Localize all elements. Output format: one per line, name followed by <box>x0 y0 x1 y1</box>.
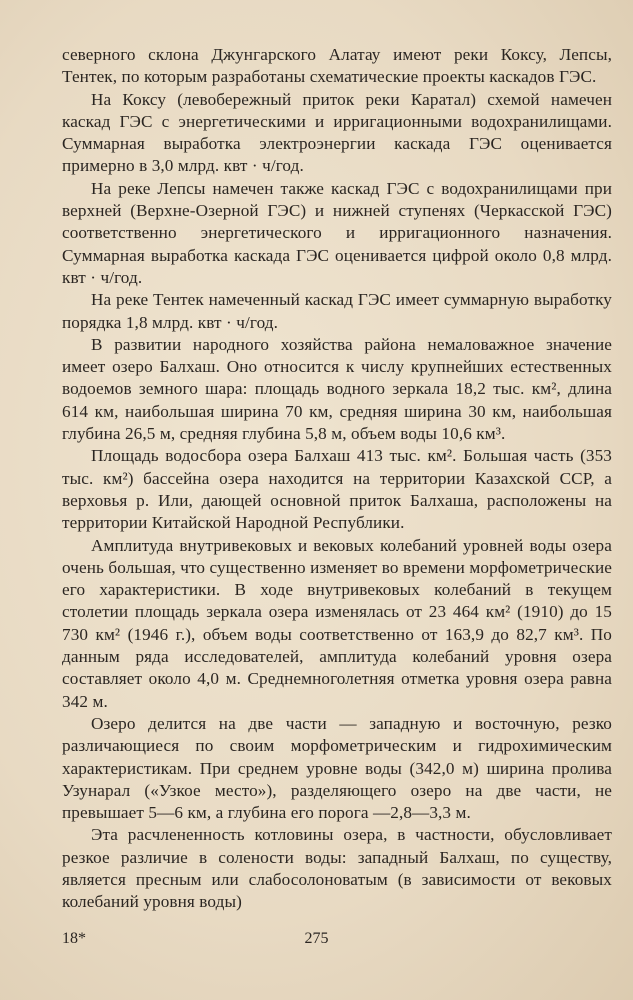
paragraph-3: На реке Лепсы намечен также каскад ГЭС с водохранилищами при верхней (Верхне-Озерной ГЭС) и нижней ступенях (Черкасской ГЭС) соответственно энергетического и ирригационного назначения. Суммарная выработка каскада ГЭС оценивается цифрой около 0,8 млрд. квт · ч/год. <box>62 178 612 287</box>
paragraph-4: На реке Тентек намеченный каскад ГЭС имеет суммарную выработку порядка 1,8 млрд. квт · ч/год. <box>62 290 612 332</box>
page-footer <box>0 930 633 952</box>
page-number: 275 <box>304 930 329 947</box>
signature-mark: 18* <box>62 930 86 947</box>
paragraph-6: Площадь водосбора озера Балхаш 413 тыс. км². Большая часть (353 тыс. км²) бассейна озера находится на территории Казахской ССР, а верховья р. Или, дающей основной приток Балхаша, расположены на территории Китайской Народной Республики. <box>62 446 612 533</box>
paragraph-7: Амплитуда внутривековых и вековых колебаний уровней воды озера очень большая, что существенно изменяет во времени морфометрические его характеристики. В ходе внутривековых колебаний в текущем столетии площадь зеркала озера изменялась от 23 464 км² (1910) до 15 730 км² (1946 г.), объем воды соответственно от 163,9 до 82,7 км³. По данным ряда исследователей, амплитуда колебаний уровня озера составляет около 4,0 м. Среднемноголетняя отметка уровня озера равна 342 м. <box>62 535 612 711</box>
paragraph-5: В развитии народного хозяйства района немаловажное значение имеет озеро Балхаш. Оно относится к числу крупнейших естественных водоемов земного шара: площадь водного зеркала 18,2 тыс. км², длина 614 км, наибольшая ширина 70 км, средняя ширина 30 км, наибольшая глубина 26,5 м, средняя глубина 5,8 м, объем воды 10,6 км³. <box>62 334 612 444</box>
paragraph-9: Эта расчлененность котловины озера, в частности, обусловливает резкое различие в солености воды: западный Балхаш, по существу, является пресным или слабосолоноватым (в зависимости от вековых колебаний уровня воды) <box>62 825 612 912</box>
paragraph-2: На Коксу (левобережный приток реки Каратал) схемой намечен каскад ГЭС с энергетическими и ирригационными водохранилищами. Суммарная выработка электроэнергии каскада ГЭС оценивается примерно в 3,0 млрд. квт · ч/год. <box>62 89 612 176</box>
paragraph-1: северного склона Джунгарского Алатау имеют реки Коксу, Лепсы, Тентек, по которым разработаны схематические проекты каскадов ГЭС. <box>62 45 612 87</box>
paragraph-8: Озеро делится на две части — западную и восточную, резко различающиеся по своим морфометрическим и гидрохимическим характеристикам. При среднем уровне воды (342,0 м) ширина пролива Узунарал («Узкое место»), разделяющего озеро на две части, не превышает 5—6 км, а глубина его порога —2,8—3,3 м. <box>62 713 612 823</box>
body-text <box>62 44 612 914</box>
